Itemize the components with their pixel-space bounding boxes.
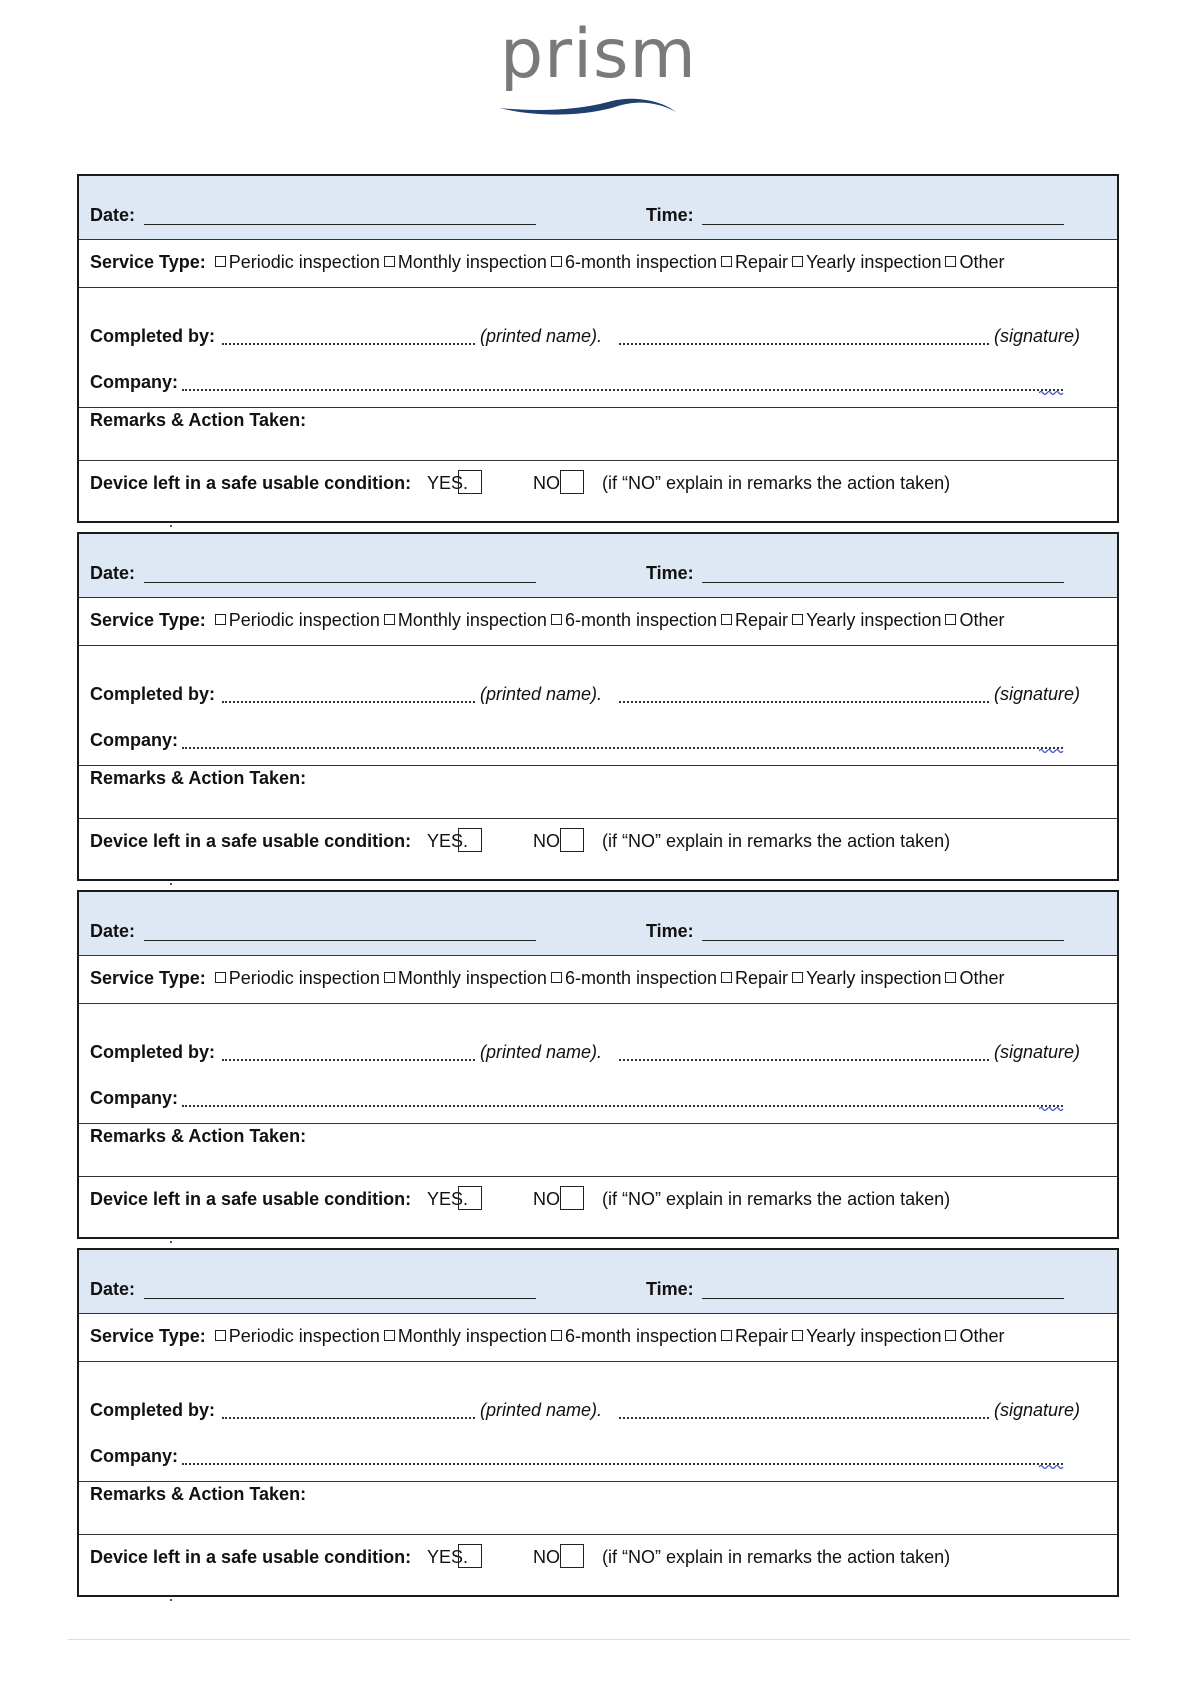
service-option-checkbox[interactable] [945,1330,956,1341]
service-type-label: Service Type: [90,1326,206,1346]
service-option-label: Periodic inspection [228,968,380,988]
service-option[interactable] [547,252,717,272]
service-option-label: Monthly inspection [397,968,547,988]
remarks-label: Remarks & Action Taken: [90,410,307,430]
service-option-checkbox[interactable] [945,614,956,625]
completed-by-row [79,288,1117,408]
service-type-options [90,610,1005,631]
service-type-options [90,1326,1005,1347]
service-type-label: Service Type: [90,968,206,988]
no-explanation-note: (if “NO” explain in remarks the action taken) [602,1189,951,1209]
no-label: NO [533,1547,560,1567]
time-field[interactable] [702,224,1064,225]
service-option[interactable] [547,610,717,630]
service-type-row [79,240,1117,288]
service-option-label: Yearly inspection [806,252,942,272]
service-option-label: Repair [735,968,789,988]
service-option[interactable] [380,968,547,988]
date-field[interactable] [144,940,536,941]
remarks-label: Remarks & Action Taken: [90,1484,307,1504]
company-field[interactable] [182,1105,1063,1107]
page-mark [170,1599,172,1601]
inspection-record [77,890,1119,1239]
completed-by-label: Completed by: [90,326,216,346]
company-label: Company: [90,1088,179,1108]
completed-by-label: Completed by: [90,1400,216,1420]
service-option-label: Repair [735,610,789,630]
no-explanation-note: (if “NO” explain in remarks the action taken) [602,473,951,493]
service-option[interactable] [941,252,1004,272]
signature-caption: (signature) [994,1400,1081,1420]
no-checkbox[interactable] [560,1186,584,1210]
service-option-label: Other [959,252,1005,272]
spellcheck-squiggle-icon [1039,390,1065,396]
service-option-checkbox[interactable] [945,972,956,983]
page-mark [170,525,172,527]
spellcheck-squiggle-icon [1039,1464,1065,1470]
no-label: NO [533,831,560,851]
company-field[interactable] [182,1463,1063,1465]
logo-text: prism [500,15,697,94]
completed-by-label: Completed by: [90,684,216,704]
service-option[interactable] [717,610,788,630]
no-checkbox[interactable] [560,1544,584,1568]
service-type-options [90,968,1005,989]
service-option[interactable] [717,1326,788,1346]
remarks-row[interactable] [79,408,1117,461]
date-label: Date: [90,921,136,941]
remarks-label: Remarks & Action Taken: [90,1126,307,1146]
time-label: Time: [646,1279,694,1299]
service-option-checkbox[interactable] [792,614,803,625]
service-option-checkbox[interactable] [215,614,226,625]
date-time-row [79,1250,1117,1314]
page-mark [170,883,172,885]
date-label: Date: [90,1279,136,1299]
device-condition-label: Device left in a safe usable condition: [90,473,412,493]
no-label: NO [533,1189,560,1209]
yes-checkbox[interactable] [458,828,482,852]
printed-name-caption: (printed name). [480,684,603,704]
completed-by-row [79,646,1117,766]
service-option-checkbox[interactable] [551,1330,562,1341]
service-option[interactable] [211,1326,380,1346]
printed-name-caption: (printed name). [480,1042,603,1062]
signature-field[interactable] [619,1059,989,1061]
yes-checkbox[interactable] [458,1186,482,1210]
printed-name-field[interactable] [222,343,475,345]
time-label: Time: [646,205,694,225]
yes-label: YES. [427,1189,469,1209]
service-option-checkbox[interactable] [721,614,732,625]
date-label: Date: [90,205,136,225]
remarks-label: Remarks & Action Taken: [90,768,307,788]
device-condition-row [79,461,1117,522]
service-option-label: Periodic inspection [228,610,380,630]
spellcheck-squiggle-icon [1039,1106,1065,1112]
service-type-options [90,252,1005,273]
service-option-label: Monthly inspection [397,610,547,630]
device-condition-row [79,1535,1117,1596]
printed-name-field[interactable] [222,701,475,703]
service-option[interactable] [211,252,380,272]
page-mark [170,1241,172,1243]
remarks-row[interactable] [79,766,1117,819]
service-option-checkbox[interactable] [384,972,395,983]
company-label: Company: [90,372,179,392]
service-option-label: Repair [735,252,789,272]
service-option[interactable] [211,968,380,988]
service-option-label: Monthly inspection [397,252,547,272]
yes-label: YES. [427,1547,469,1567]
spellcheck-squiggle-icon [1039,748,1065,754]
service-option-label: Yearly inspection [806,1326,942,1346]
no-explanation-note: (if “NO” explain in remarks the action taken) [602,1547,951,1567]
service-option-checkbox[interactable] [945,256,956,267]
no-explanation-note: (if “NO” explain in remarks the action taken) [602,831,951,851]
date-field[interactable] [144,1298,536,1299]
yes-checkbox[interactable] [458,1544,482,1568]
service-option-checkbox[interactable] [792,1330,803,1341]
service-option-checkbox[interactable] [384,1330,395,1341]
printed-name-caption: (printed name). [480,326,603,346]
no-label: NO [533,473,560,493]
signature-caption: (signature) [994,684,1081,704]
signature-field[interactable] [619,1417,989,1419]
completed-by-row [79,1362,1117,1482]
service-option-label: Other [959,1326,1005,1346]
time-field[interactable] [702,940,1064,941]
service-option[interactable] [788,610,941,630]
device-condition-row [79,819,1117,880]
inspection-record [77,532,1119,881]
yes-label: YES. [427,473,469,493]
service-option-checkbox[interactable] [721,256,732,267]
date-label: Date: [90,563,136,583]
service-option[interactable] [211,610,380,630]
service-option[interactable] [380,1326,547,1346]
service-type-row [79,598,1117,646]
company-field[interactable] [182,389,1063,391]
service-option-checkbox[interactable] [551,256,562,267]
device-condition-label: Device left in a safe usable condition: [90,1189,412,1209]
device-condition-label: Device left in a safe usable condition: [90,1547,412,1567]
device-condition-label: Device left in a safe usable condition: [90,831,412,851]
service-option-checkbox[interactable] [215,1330,226,1341]
yes-label: YES. [427,831,469,851]
service-option-label: 6-month inspection [564,968,718,988]
service-option-label: Yearly inspection [806,968,942,988]
service-option[interactable] [788,968,941,988]
company-field[interactable] [182,747,1063,749]
service-option[interactable] [941,968,1004,988]
service-option-label: Monthly inspection [397,1326,547,1346]
time-field[interactable] [702,582,1064,583]
service-type-label: Service Type: [90,252,206,272]
service-option-label: 6-month inspection [564,610,718,630]
signature-caption: (signature) [994,1042,1081,1062]
service-option[interactable] [547,1326,717,1346]
service-option-checkbox[interactable] [721,1330,732,1341]
inspection-record [77,174,1119,523]
time-label: Time: [646,921,694,941]
signature-caption: (signature) [994,326,1081,346]
date-field[interactable] [144,224,536,225]
service-option-checkbox[interactable] [792,256,803,267]
completed-by-label: Completed by: [90,1042,216,1062]
remarks-row[interactable] [79,1482,1117,1535]
device-condition-row [79,1177,1117,1238]
service-option[interactable] [788,252,941,272]
company-label: Company: [90,730,179,750]
signature-field[interactable] [619,343,989,345]
service-option[interactable] [380,252,547,272]
service-option-label: Repair [735,1326,789,1346]
service-option[interactable] [717,968,788,988]
signature-field[interactable] [619,701,989,703]
service-option[interactable] [941,1326,1004,1346]
logo-swoosh-icon [498,94,678,120]
date-time-row [79,892,1117,956]
service-option[interactable] [380,610,547,630]
service-type-row [79,956,1117,1004]
service-option-label: Yearly inspection [806,610,942,630]
date-time-row [79,534,1117,598]
date-time-row [79,176,1117,240]
printed-name-caption: (printed name). [480,1400,603,1420]
service-option[interactable] [547,968,717,988]
remarks-row[interactable] [79,1124,1117,1177]
printed-name-field[interactable] [222,1417,475,1419]
service-option-label: Other [959,968,1005,988]
service-option[interactable] [788,1326,941,1346]
prism-logo [490,10,697,110]
service-option-checkbox[interactable] [721,972,732,983]
service-option[interactable] [941,610,1004,630]
yes-checkbox[interactable] [458,470,482,494]
service-option-label: 6-month inspection [564,252,718,272]
inspection-record [77,1248,1119,1597]
completed-by-row [79,1004,1117,1124]
service-option-checkbox[interactable] [215,972,226,983]
service-option-checkbox[interactable] [551,614,562,625]
service-option-label: Periodic inspection [228,1326,380,1346]
service-option-label: Periodic inspection [228,252,380,272]
service-option-checkbox[interactable] [384,614,395,625]
service-option-checkbox[interactable] [792,972,803,983]
service-type-label: Service Type: [90,610,206,630]
service-option-checkbox[interactable] [384,256,395,267]
company-label: Company: [90,1446,179,1466]
service-option-label: 6-month inspection [564,1326,718,1346]
service-option[interactable] [717,252,788,272]
service-option-label: Other [959,610,1005,630]
printed-name-field[interactable] [222,1059,475,1061]
no-checkbox[interactable] [560,470,584,494]
footer-divider [68,1639,1130,1640]
service-option-checkbox[interactable] [215,256,226,267]
time-label: Time: [646,563,694,583]
date-field[interactable] [144,582,536,583]
service-option-checkbox[interactable] [551,972,562,983]
no-checkbox[interactable] [560,828,584,852]
time-field[interactable] [702,1298,1064,1299]
service-type-row [79,1314,1117,1362]
